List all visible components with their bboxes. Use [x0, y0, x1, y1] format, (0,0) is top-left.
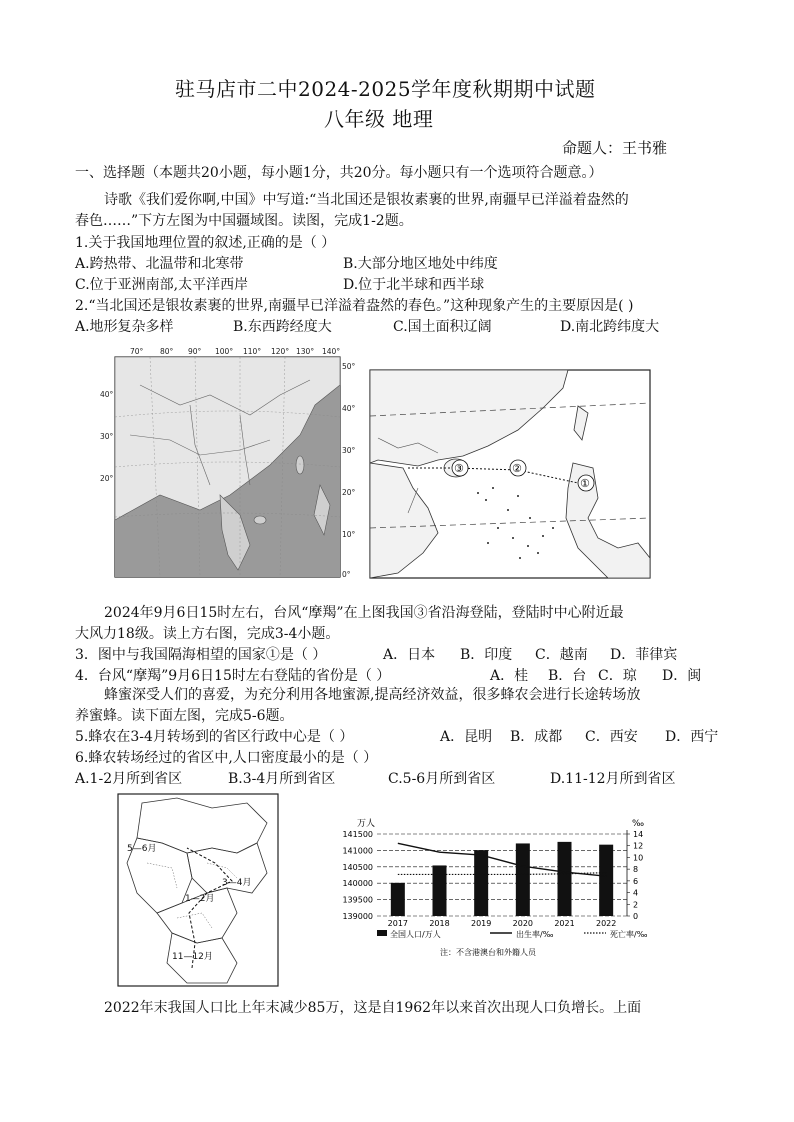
chart-note: 注：不含港澳台和外籍人员 [440, 948, 536, 957]
lon-label: 90° [188, 347, 202, 356]
left-tick-label: 140000 [342, 879, 373, 889]
right-tick-label: 12 [633, 841, 644, 851]
question-1-stem: 1.关于我国地理位置的叙述,正确的是（ ） [75, 235, 336, 251]
left-tick-label: 139000 [342, 912, 373, 921]
route-label-nov-dec: 11—12月 [172, 952, 213, 962]
question-5-option-d: D．西宁 [665, 729, 719, 745]
population-bar [391, 883, 405, 916]
lat-label: 20° [342, 488, 355, 497]
question-4-option-d: D．闽 [662, 668, 702, 684]
question-3-option-b: B．印度 [460, 647, 513, 663]
marker-2: ② [512, 462, 522, 475]
marker-3: ③ [454, 462, 464, 475]
question-2-option-a: A.地形复杂多样 [75, 319, 174, 335]
section-heading: 一、选择题（本题共20小题，每小题1分，共20分。每小题只有一个选项符合题意。） [75, 165, 603, 181]
left-tick-label: 141000 [342, 846, 373, 856]
question-6-option-c: C.5-6月所到省区 [388, 771, 496, 787]
typhoon-intro-line2: 大风力18级。读上方右图，完成3-4小题。 [75, 626, 340, 642]
question-6-option-d: D.11-12月所到省区 [550, 771, 676, 787]
lat-label: 10° [342, 530, 355, 539]
question-4-option-a: A．桂 [490, 668, 529, 684]
question-3-stem: 3．图中与我国隔海相望的国家①是（ ） [75, 647, 327, 663]
marker-1: ① [580, 477, 590, 490]
x-tick-label: 2017 [387, 919, 409, 928]
population-bar [558, 842, 572, 916]
poem-intro-line2: 春色……”下方左图为中国疆域图。读图，完成1-2题。 [75, 213, 413, 229]
question-1-option-c: C.位于亚洲南部,太平洋西岸 [75, 277, 249, 293]
right-tick-label: 8 [633, 865, 639, 875]
legend-birth-rate: 出生率/‰ [516, 930, 554, 939]
population-chart [322, 812, 672, 972]
question-4-option-c: C．琼 [598, 668, 637, 684]
question-5-stem: 5.蜂农在3-4月转场到的省区行政中心是（ ） [75, 729, 354, 745]
lon-label: 110° [243, 347, 262, 356]
population-bar [433, 865, 447, 916]
x-tick-label: 2018 [429, 919, 450, 928]
lon-label: 70° [130, 347, 144, 356]
question-2-option-c: C.国土面积辽阔 [393, 319, 492, 335]
question-1-option-b: B.大部分地区地处中纬度 [343, 256, 498, 272]
route-label-may-june: 5—6月 [127, 844, 157, 854]
typhoon-intro-line1: 2024年9月6日15时左右，台风“摩羯”在上图我国③省沿海登陆，登陆时中心附近最 [104, 605, 624, 621]
right-tick-label: 6 [633, 876, 639, 886]
question-3-option-a: A．日本 [383, 647, 436, 663]
beekeeper-route-map [117, 793, 280, 988]
bees-intro-line2: 养蜜蜂。读下面左图，完成5-6题。 [75, 708, 294, 724]
population-paragraph: 2022年末我国人口比上年末减少85万，这是自1962年以来首次出现人口负增长。上面 [104, 1000, 642, 1016]
x-tick-label: 2019 [470, 919, 492, 928]
right-tick-label: 2 [633, 900, 639, 910]
left-tick-label: 140500 [342, 862, 373, 872]
right-tick-label: 14 [633, 830, 644, 839]
left-axis-unit: 万人 [357, 819, 376, 829]
question-2-option-d: D.南北跨纬度大 [560, 319, 660, 335]
question-2-option-b: B.东西跨经度大 [233, 319, 332, 335]
question-5-option-b: B．成都 [510, 729, 563, 745]
lat-label: 50° [342, 362, 355, 371]
lat-label: 30° [342, 446, 355, 455]
question-2-stem: 2.“当北国还是银妆素裹的世界,南疆早已洋溢着盎然的春色。”这种现象产生的主要原因是( ) [75, 298, 634, 314]
exam-subtitle: 八年级 地理 [324, 107, 434, 131]
question-3-option-d: D．菲律宾 [610, 647, 678, 663]
x-tick-label: 2021 [554, 919, 575, 928]
question-4-option-b: B．台 [548, 668, 587, 684]
lon-label: 100° [215, 347, 234, 356]
x-tick-label: 2022 [595, 919, 617, 928]
question-6-stem: 6.蜂农转场经过的省区中,人口密度最小的是（ ） [75, 750, 378, 766]
lat-label: 40° [342, 404, 355, 413]
right-tick-label: 10 [633, 853, 644, 863]
exam-title: 驻马店市二中2024-2025学年度秋期期中试题 [175, 77, 596, 101]
south-china-sea-map [368, 368, 653, 583]
china-territory-map [100, 345, 355, 590]
population-bar [599, 845, 613, 916]
route-label-mar-apr: 3—4月 [222, 878, 252, 888]
bees-intro-line1: 蜂蜜深受人们的喜爱，为充分利用各地蜜源,提高经济效益，很多蜂农会进行长途转场放 [104, 687, 641, 703]
exam-author: 命题人：王书雅 [562, 139, 668, 157]
legend-death-rate: 死亡率/‰ [610, 930, 648, 939]
lat-label: 40° [100, 390, 114, 399]
lon-label: 130° [296, 347, 315, 356]
left-tick-label: 141500 [342, 830, 373, 839]
lat-label: 30° [100, 432, 114, 441]
route-label-jan-feb: 1—2月 [185, 894, 215, 904]
lat-label: 20° [100, 474, 114, 483]
lon-label: 80° [160, 347, 174, 356]
right-tick-label: 4 [633, 888, 639, 898]
left-tick-label: 139500 [342, 895, 373, 905]
right-tick-label: 0 [633, 912, 639, 921]
population-bar [516, 843, 530, 916]
question-5-option-a: A．昆明 [440, 729, 493, 745]
x-tick-label: 2020 [512, 919, 534, 928]
question-6-option-b: B.3-4月所到省区 [228, 771, 336, 787]
lat-label: 0° [342, 570, 351, 579]
question-1-option-d: D.位于北半球和西半球 [343, 277, 485, 293]
question-1-option-a: A.跨热带、北温带和北寒带 [75, 256, 244, 272]
right-axis-unit: ‰ [632, 819, 645, 829]
birth-rate-line [398, 843, 606, 876]
population-bar [474, 850, 488, 916]
lon-label: 140° [322, 347, 341, 356]
question-3-option-c: C．越南 [535, 647, 588, 663]
poem-intro-line1: 诗歌《我们爱你啊,中国》中写道:“当北国还是银妆素裹的世界,南疆早已洋溢着盎然的 [104, 192, 629, 208]
legend-population: 全国人口/万人 [390, 930, 441, 939]
question-4-stem: 4．台风“摩羯”9月6日15时左右登陆的省份是（ ） [75, 668, 391, 684]
lon-label: 120° [271, 347, 290, 356]
question-5-option-c: C．西安 [585, 729, 638, 745]
question-6-option-a: A.1-2月所到省区 [75, 771, 183, 787]
